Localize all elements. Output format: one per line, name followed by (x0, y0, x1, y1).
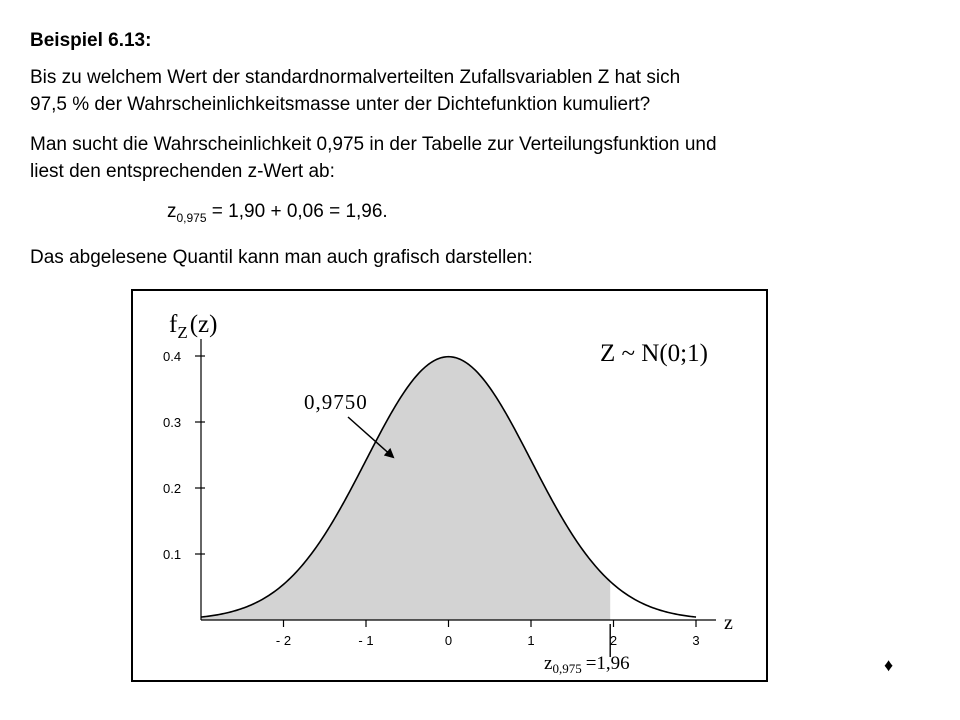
graphic-intro-text: Das abgelesene Quantil kann man auch grafisch darstellen: (30, 247, 533, 268)
end-of-example-symbol: ♦ (884, 655, 894, 675)
formula-subscript: 0,975 (176, 211, 207, 225)
area-value-label: 0,9750 (304, 390, 368, 414)
question-paragraph (30, 64, 680, 118)
x-tick-label: 2 (609, 633, 618, 648)
x-tick-label: - 2 (275, 633, 292, 648)
y-tick-label: 0.4 (163, 349, 182, 364)
normal-distribution-figure (131, 289, 768, 682)
x-tick-label: 1 (527, 633, 535, 648)
question-line-1: Bis zu welchem Wert der standardnormalverteilten Zufallsvariablen Z hat sich (30, 67, 681, 88)
y-tick-label: 0.3 (163, 415, 182, 430)
quantile-label: $z_{0,975} =1,96$ (544, 653, 630, 676)
x-tick-label: 3 (692, 633, 700, 648)
y-tick-label: 0.1 (163, 547, 182, 562)
x-tick-label: 0 (444, 633, 453, 648)
distribution-label: Z ~ N(0;1) (600, 340, 708, 367)
explanation-line-1: Man sucht die Wahrscheinlichkeit 0,975 in der Tabelle zur Verteilungsfunktion und (30, 134, 717, 155)
question-line-2: 97,5 % der Wahrscheinlichkeitsmasse unter der Dichtefunktion kumuliert? (30, 94, 651, 115)
explanation-paragraph (30, 131, 717, 185)
density-chart (133, 291, 766, 680)
formula-base: z (167, 201, 177, 222)
y-axis-label: $f_Z(z)$ (169, 311, 218, 342)
quantile-formula (167, 198, 388, 227)
formula-rest: = 1,90 + 0,06 = 1,96. (206, 201, 388, 222)
shaded-area-mark (201, 357, 610, 620)
x-tick-label: - 1 (358, 633, 374, 648)
explanation-line-2: liest den entsprechenden z-Wert ab: (30, 161, 335, 182)
example-heading: Beispiel 6.13: (30, 30, 152, 51)
y-tick-label: 0.2 (163, 481, 182, 496)
x-axis-label: z (724, 612, 733, 634)
